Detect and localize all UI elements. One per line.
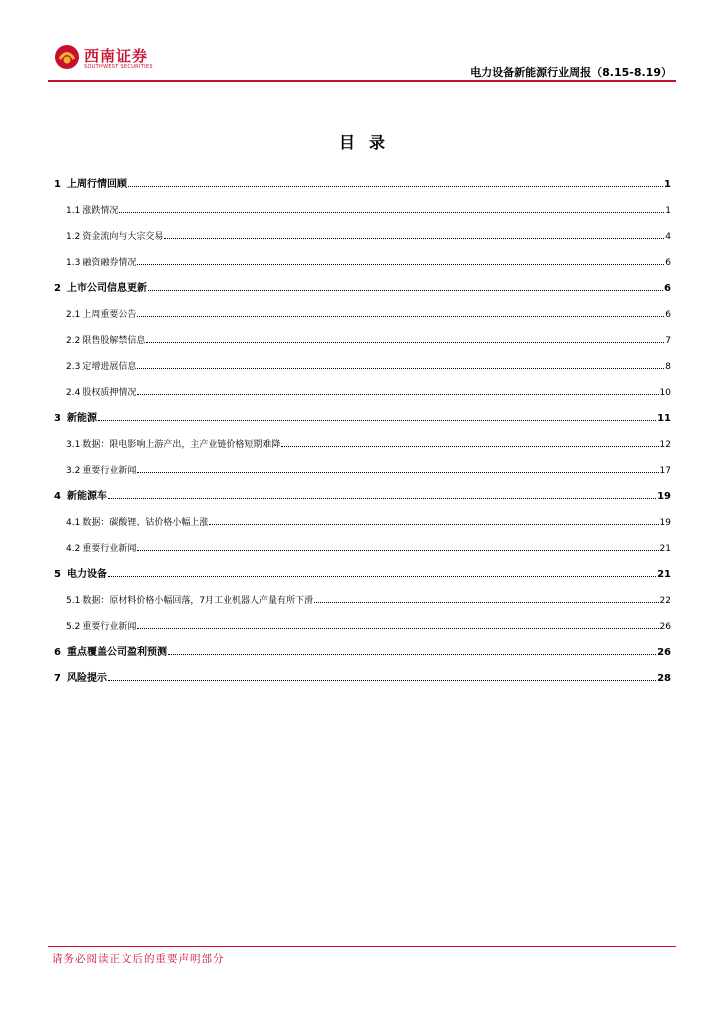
toc-entry[interactable] — [54, 662, 671, 684]
toc-leader-dots — [281, 445, 658, 447]
toc-entry-number: 3.2 — [66, 466, 81, 476]
footer-divider — [48, 946, 676, 947]
toc-entry[interactable] — [54, 194, 671, 216]
toc-entry-title: 涨跌情况 — [82, 206, 119, 216]
toc-entry-page: 4 — [665, 232, 671, 242]
toc-entry-page: 21 — [657, 569, 671, 580]
toc-entry-page: 6 — [665, 310, 671, 320]
toc-entry-title: 融资融券情况 — [82, 258, 137, 268]
toc-entry-number: 5 — [54, 569, 61, 580]
toc-leader-dots — [137, 549, 658, 551]
toc-leader-dots — [98, 419, 656, 421]
toc-entry-title: 上周重要公告 — [82, 310, 137, 320]
toc-entry-page: 11 — [657, 413, 671, 424]
toc-entry-title: 重点覆盖公司盈利预测 — [66, 647, 167, 658]
toc-entry-title: 重要行业新闻 — [82, 622, 137, 632]
toc-entry-page: 8 — [665, 362, 671, 372]
toc-entry-number: 7 — [54, 673, 61, 684]
toc-entry-number: 1.2 — [66, 232, 81, 242]
toc-leader-dots — [137, 263, 664, 265]
toc-entry[interactable] — [54, 610, 671, 632]
toc-leader-dots — [137, 471, 658, 473]
toc-entry[interactable] — [54, 480, 671, 502]
toc-entry-page: 19 — [659, 518, 671, 528]
toc-entry-title: 资金流向与大宗交易 — [82, 232, 164, 242]
toc-entry[interactable] — [54, 168, 671, 190]
toc-entry-number: 2.1 — [66, 310, 81, 320]
toc-entry-page: 26 — [657, 647, 671, 658]
toc-entry-page: 12 — [659, 440, 671, 450]
toc-leader-dots — [108, 679, 656, 681]
footer-disclaimer: 请务必阅读正文后的重要声明部分 — [52, 953, 225, 965]
toc-entry[interactable] — [54, 558, 671, 580]
toc-entry-page: 22 — [659, 596, 671, 606]
toc-entry-page: 6 — [665, 258, 671, 268]
toc-entry-page: 6 — [664, 283, 671, 294]
toc-leader-dots — [137, 367, 664, 369]
toc-leader-dots — [108, 575, 656, 577]
toc-entry[interactable] — [54, 220, 671, 242]
toc-entry[interactable] — [54, 246, 671, 268]
toc-entry-number: 3 — [54, 413, 61, 424]
toc-entry-page: 17 — [659, 466, 671, 476]
toc-entry-number: 5.1 — [66, 596, 81, 606]
toc-leader-dots — [314, 601, 658, 603]
toc-entry-title: 风险提示 — [66, 673, 107, 684]
toc-entry-number: 4 — [54, 491, 61, 502]
toc-leader-dots — [164, 237, 664, 239]
toc-entry-page: 21 — [659, 544, 671, 554]
toc-entry-title: 数据：原材料价格小幅回落，7月工业机器人产量有所下滑 — [82, 596, 314, 606]
header-divider — [48, 80, 676, 82]
toc-leader-dots — [146, 341, 664, 343]
toc-entry[interactable] — [54, 506, 671, 528]
toc-entry-page: 10 — [659, 388, 671, 398]
toc-leader-dots — [108, 497, 656, 499]
logo-english-name: SOUTHWEST SECURITIES — [84, 64, 153, 70]
toc-leader-dots — [137, 315, 664, 317]
report-title: 电力设备新能源行业周报（8.15-8.19） — [470, 66, 672, 79]
toc-entry-page: 1 — [664, 179, 671, 190]
toc-entry-number: 4.1 — [66, 518, 81, 528]
toc-entry-number: 4.2 — [66, 544, 81, 554]
toc-entry-page: 7 — [665, 336, 671, 346]
toc-entry-title: 新能源车 — [66, 491, 107, 502]
company-logo — [54, 44, 154, 74]
toc-entry-page: 1 — [665, 206, 671, 216]
toc-entry[interactable] — [54, 350, 671, 372]
toc-entry-title: 定增进展信息 — [82, 362, 137, 372]
toc-entry-title: 重要行业新闻 — [82, 544, 137, 554]
toc-leader-dots — [137, 393, 658, 395]
toc-entry-title: 新能源 — [66, 413, 97, 424]
toc-entry[interactable] — [54, 402, 671, 424]
toc-entry-number: 2 — [54, 283, 61, 294]
toc-entry[interactable] — [54, 428, 671, 450]
toc-entry-title: 数据：限电影响上游产出，主产业链价格短期难降 — [82, 440, 281, 450]
logo-chinese-name: 西南证券 — [84, 47, 149, 65]
toc-entry-title: 数据：碳酸锂、钴价格小幅上涨 — [82, 518, 209, 528]
toc-entry-number: 1 — [54, 179, 61, 190]
toc-entry[interactable] — [54, 324, 671, 346]
toc-entry-number: 5.2 — [66, 622, 81, 632]
toc-entry-title: 股权质押情况 — [82, 388, 137, 398]
page-header — [0, 0, 724, 82]
toc-entry-title: 电力设备 — [66, 569, 107, 580]
toc-heading: 目录 — [338, 133, 399, 152]
toc-entry-title: 重要行业新闻 — [82, 466, 137, 476]
toc-entry-page: 26 — [659, 622, 671, 632]
toc-entry[interactable] — [54, 376, 671, 398]
toc-entry[interactable] — [54, 454, 671, 476]
toc-entry[interactable] — [54, 298, 671, 320]
toc-entry-title: 限售股解禁信息 — [82, 336, 146, 346]
toc-leader-dots — [168, 653, 656, 655]
toc-entry[interactable] — [54, 584, 671, 606]
toc-entry[interactable] — [54, 636, 671, 658]
toc-entry-number: 2.3 — [66, 362, 81, 372]
toc-leader-dots — [148, 289, 663, 291]
toc-entry-title: 上周行情回顾 — [66, 179, 127, 190]
toc-entry[interactable] — [54, 272, 671, 294]
toc-entry-number: 2.4 — [66, 388, 81, 398]
toc-entry-number: 6 — [54, 647, 61, 658]
toc-entry-number: 2.2 — [66, 336, 81, 346]
toc-leader-dots — [119, 211, 664, 213]
toc-entry[interactable] — [54, 532, 671, 554]
toc-leader-dots — [128, 185, 663, 187]
toc-entry-title: 上市公司信息更新 — [66, 283, 147, 294]
toc-entry-number: 1.1 — [66, 206, 81, 216]
logo-emblem-icon — [54, 44, 80, 70]
toc-entry-page: 28 — [657, 673, 671, 684]
toc-entry-number: 1.3 — [66, 258, 81, 268]
toc-leader-dots — [137, 627, 658, 629]
toc-entry-page: 19 — [657, 491, 671, 502]
toc-entry-number: 3.1 — [66, 440, 81, 450]
toc-leader-dots — [209, 523, 658, 525]
